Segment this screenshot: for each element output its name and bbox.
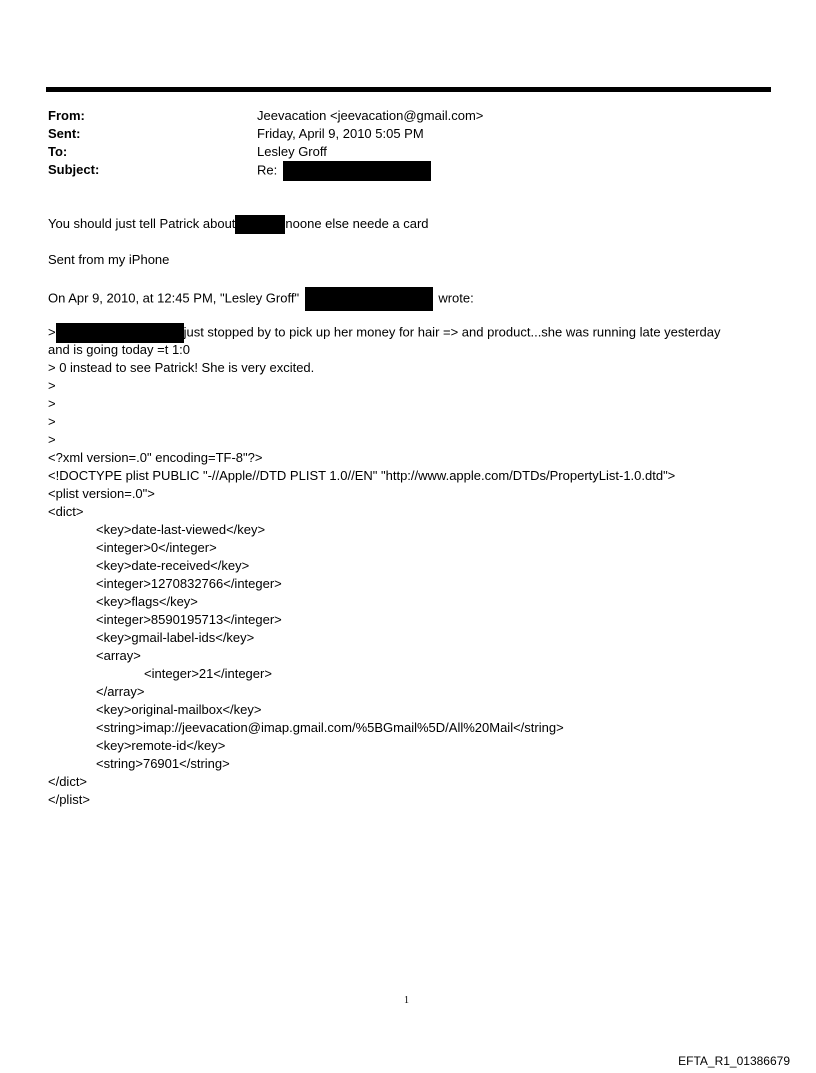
plist-line: <key>gmail-label-ids</key> [96,630,255,645]
message-line [48,215,429,234]
quote-intro-text: On Apr 9, 2010, at 12:45 PM, "Lesley Groff" [48,290,300,306]
plist-line: <array> [96,648,141,663]
page-number: 1 [404,995,409,1006]
plist-line: <plist version=.0"> [48,486,155,501]
plist-line: <integer>21</integer> [144,666,272,681]
plist-line: <key>original-mailbox</key> [96,702,262,717]
email-header [48,107,768,187]
plist-line: </plist> [48,792,90,807]
plist-line: </dict> [48,774,88,789]
plist-line: <integer>1270832766</integer> [96,576,282,591]
quoted-line: > 0 instead to see Patrick! She is very excited. [48,360,315,375]
quoted-line: > [48,432,56,447]
message-text: You should just tell Patrick about [48,216,236,231]
subject-value [257,161,431,181]
quote-intro [48,287,474,311]
message-text: noone else neede a card [285,216,429,231]
quote-intro-text: wrote: [438,290,474,306]
message-body [48,215,768,815]
sent-label: Sent: [48,126,81,141]
header-rule [46,87,771,92]
subject-label: Subject: [48,162,100,177]
plist-line: <?xml version=.0" encoding=TF-8"?> [48,450,263,465]
plist-line: <key>date-last-viewed</key> [96,522,266,537]
quoted-line: > [48,414,56,429]
to-label: To: [48,144,68,159]
plist-line: <integer>8590195713</integer> [96,612,282,627]
to-value: Lesley Groff [257,144,327,159]
plist-line: <key>remote-id</key> [96,738,226,753]
quoted-line: and is going today =t 1:0 [48,342,191,357]
quoted-text: just stopped by to pick up her money for hair => and product...she was running late yesterday [183,324,721,340]
from-value: Jeevacation <jeevacation@gmail.com> [257,108,484,123]
plist-line: <dict> [48,504,84,519]
redaction-block [235,215,285,234]
document-id: EFTA_R1_01386679 [678,1054,790,1068]
plist-line: <key>flags</key> [96,594,198,609]
plist-line: <integer>0</integer> [96,540,217,555]
quote-marker: > [48,324,56,340]
redaction-block [56,323,184,343]
plist-line: <string>imap://jeevacation@imap.gmail.com/%5BGmail%5D/All%20Mail</string> [96,720,564,735]
plist-line: <string>76901</string> [96,756,230,771]
plist-line: <key>date-received</key> [96,558,250,573]
redaction-block [305,287,433,311]
from-label: From: [48,108,85,123]
sent-value: Friday, April 9, 2010 5:05 PM [257,126,424,141]
quoted-line: > [48,378,56,393]
signature: Sent from my iPhone [48,252,170,267]
plist-line: </array> [96,684,145,699]
redaction-block [283,161,431,181]
plist-line: <!DOCTYPE plist PUBLIC "-//Apple//DTD PLIST 1.0//EN" "http://www.apple.com/DTDs/PropertyList-1.0.dtd"> [48,468,676,483]
subject-prefix: Re: [257,162,278,178]
quoted-line: > [48,396,56,411]
quoted-line [48,323,721,343]
